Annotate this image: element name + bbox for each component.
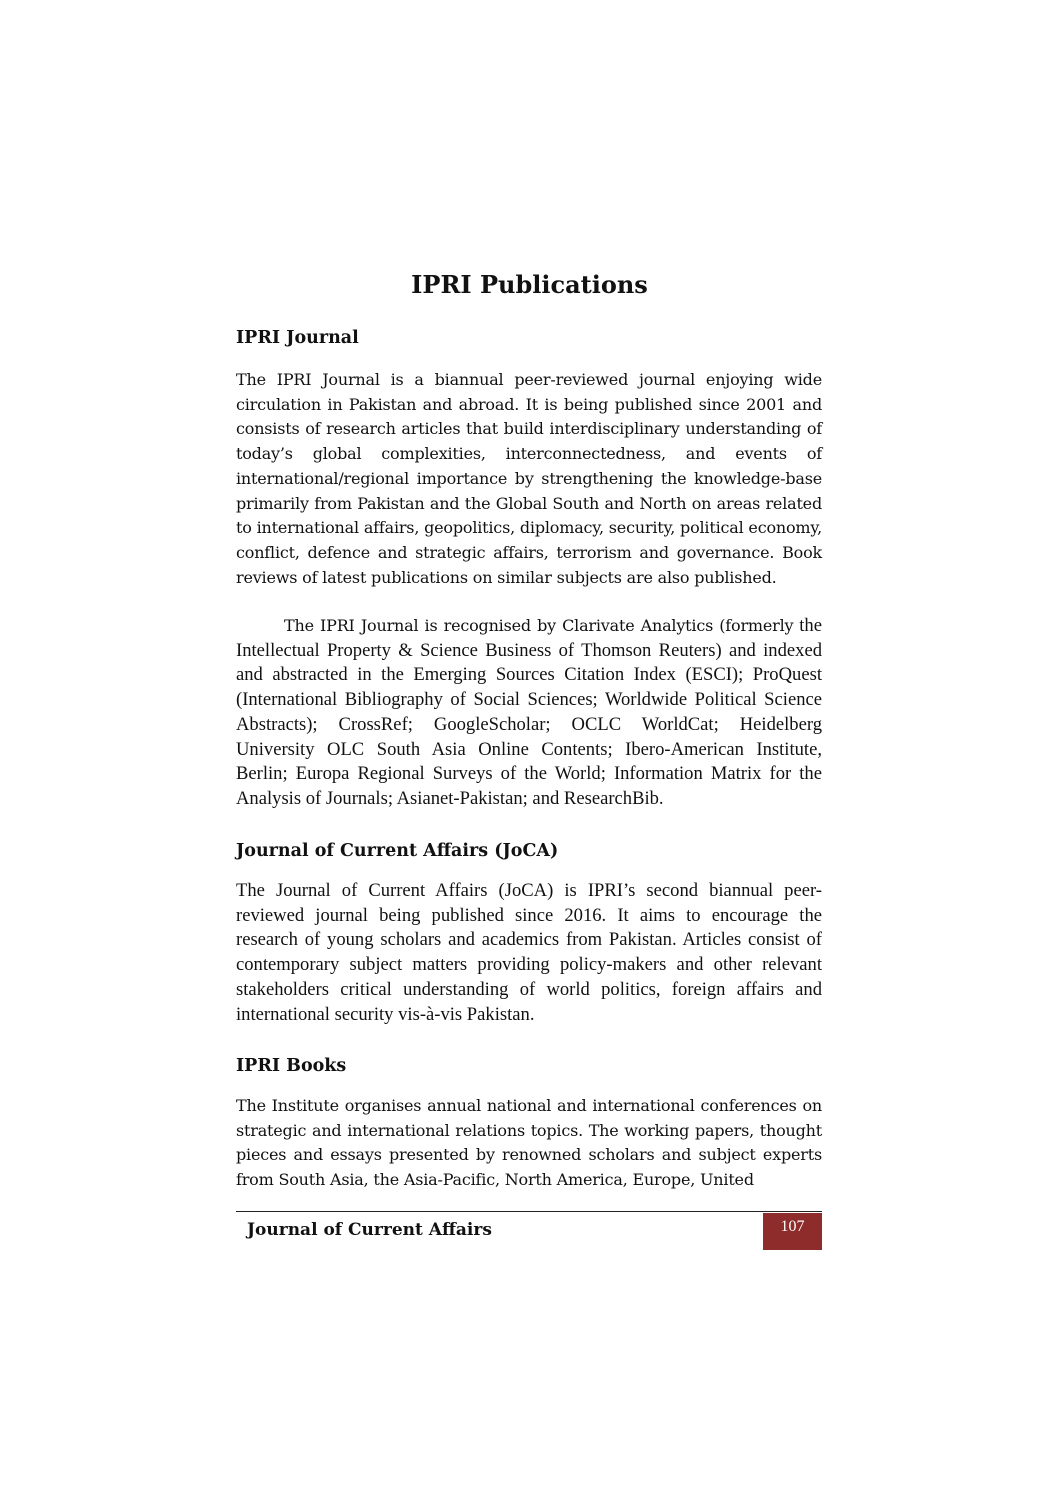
page-number-badge: 107	[763, 1213, 822, 1250]
joca-paragraph: The Journal of Current Affairs (JoCA) is IPRI’s second biannual peer-reviewed journal being published since 2016. It aims to encourage the research of young scholars and academics from Pakistan. Articles consist of contemporary subject matters providing policy-makers and other relevant stakeholders critical understanding of world politics, foreign affairs and international security vis-à-vis Pakistan.	[236, 880, 822, 1025]
ipri-journal-paragraph-1: The IPRI Journal is a biannual peer-reviewed journal enjoying wide circulation in Pakistan and abroad. It is being published since 2001 and consists of research articles that build interdisciplinary understanding of today’s global complexities, interconnectedness, and events of international/regional importance by strengthening the knowledge-base primarily from Pakistan and the Global South and North on areas related to international affairs, geopolitics, diplomacy, security, political economy, conflict, defence and strategic affairs, terrorism and governance. Book reviews of latest publications on similar subjects are also published.	[236, 370, 822, 587]
section-heading-ipri-books: IPRI Books	[236, 1056, 347, 1076]
page-title: IPRI Publications	[411, 270, 648, 299]
footer-divider	[236, 1211, 822, 1212]
ipri-books-paragraph: The Institute organises annual national and international conferences on strategic and international relations topics. The working papers, thought pieces and essays presented by renowned scholars and subject experts from South Asia, the Asia-Pacific, North America, Europe, United	[236, 1096, 822, 1190]
ipri-journal-paragraph-2	[236, 614, 822, 812]
footer-journal-name: Journal of Current Affairs	[247, 1220, 492, 1240]
ipri-journal-paragraph-2-lead: The IPRI Journal is recognised by Clarivate Analytics (formerly	[284, 616, 794, 635]
section-heading-joca: Journal of Current Affairs (JoCA)	[236, 841, 559, 861]
section-heading-ipri-journal: IPRI Journal	[236, 328, 359, 348]
ipri-journal-paragraph-2-rest: the Intellectual Property & Science Business of Thomson Reuters) and indexed and abstracted in the Emerging Sources Citation Index (ESCI); ProQuest (International Bibliography of Social Sciences; Worldwide Political Science Abstracts); CrossRef; GoogleScholar; OCLC WorldCat; Heidelberg University OLC South Asia Online Contents; Ibero-American Institute, Berlin; Europa Regional Surveys of the World; Information Matrix for the Analysis of Journals; Asianet-Pakistan; and ResearchBib.	[236, 615, 822, 809]
